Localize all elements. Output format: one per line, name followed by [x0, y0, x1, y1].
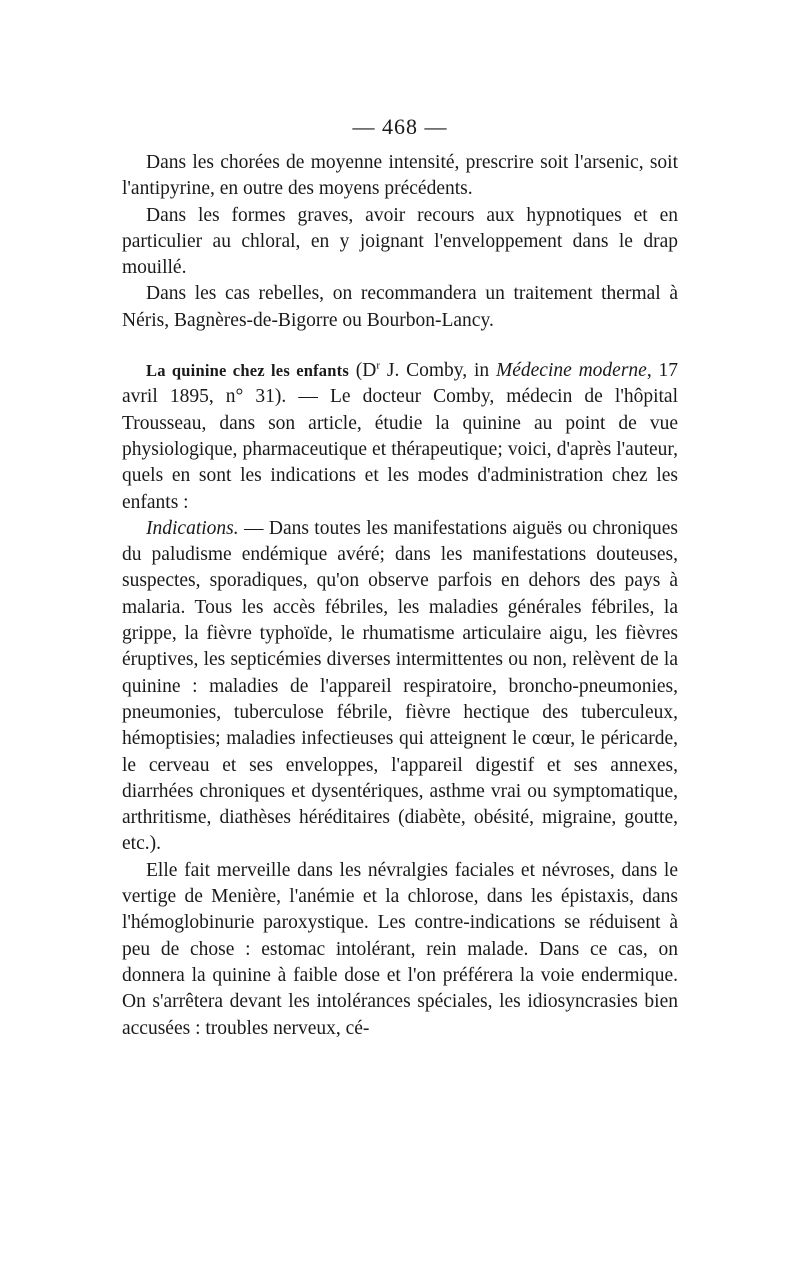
section-heading: La quinine chez les enfants — [146, 361, 349, 381]
page-number: — 468 — — [352, 114, 448, 139]
citation-open: (D — [355, 360, 377, 382]
indications-label: Indications. — [146, 517, 239, 539]
indications-text: — Dans toutes les manifestations aiguës ou chroniques du paludisme endémique avéré; dans les manifestations douteuses, suspectes, sporadiques, qu'on observe parfois en dehors des pays à malaria. Tous les accès fébriles, les maladies générales fébriles, la grippe, la fièvre typhoïde, le rhumatisme articulaire aigu, les fièvres éruptives, les septicémies diverses intermittentes ou non, relèvent de la quinine : maladies de l'appareil respiratoire, broncho-pneumonies, pneumonies, tuberculose fébrile, fièvre hectique des tuberculeux, hémoptisies; maladies infectieuses qui atteignent le cœur, le péricarde, le cerveau et ses enveloppes, l'appareil digestif et ses annexes, diarrhées chroniques et dysentériques, asthme vrai ou symptomatique, arthritisme, diathèses héréditaires (diabète, obésité, migraine, goutte, etc.). — [122, 517, 678, 855]
intro-text: — Le docteur Comby, médecin de l'hôpital Trousseau, dans son article, étudie la quinine au point de vue physiologique, pharmaceutique et thérapeutique; voici, d'après l'auteur, quels en sont les indications et les modes d'administration chez les enfants : — [122, 386, 678, 513]
paragraph-quinine-intro — [122, 358, 678, 516]
paragraph-indications — [122, 516, 678, 858]
body-text — [122, 150, 678, 1042]
citation-journal: Médecine moderne — [495, 360, 647, 382]
paragraph-cas-rebelles: Dans les cas rebelles, on recommandera un traitement thermal à Néris, Bagnères-de-Bigorre ou Bourbon-Lancy. — [122, 283, 678, 331]
citation-date: , 17 avril 1895, n° 31). — [122, 360, 679, 408]
paragraph-chorees-moyenne: Dans les chorées de moyenne intensité, prescrire soit l'arsenic, soit l'antipyrine, en outre des moyens précédents. — [122, 152, 678, 200]
citation-superscript: r — [376, 359, 381, 372]
paragraph-formes-graves: Dans les formes graves, avoir recours aux hypnotiques et en particulier au chloral, en y joignant l'enveloppement dans le drap mouillé. — [122, 204, 678, 279]
paragraph-elle-fait-merveille: Elle fait merveille dans les névralgies faciales et névroses, dans le vertige de Menière, l'anémie et la chlorose, dans les épistaxis, dans l'hémoglobinurie paroxystique. Les contre-indications se réduisent à peu de chose : estomac intolérant, rein malade. Dans ce cas, on donnera la quinine à faible dose et l'on préférera la voie endermique. On s'arrêtera devant les intolérances spéciales, les idiosyncrasies bien accusées : troubles nerveux, cé- — [122, 859, 678, 1039]
citation-author: J. Comby, in — [380, 360, 496, 382]
